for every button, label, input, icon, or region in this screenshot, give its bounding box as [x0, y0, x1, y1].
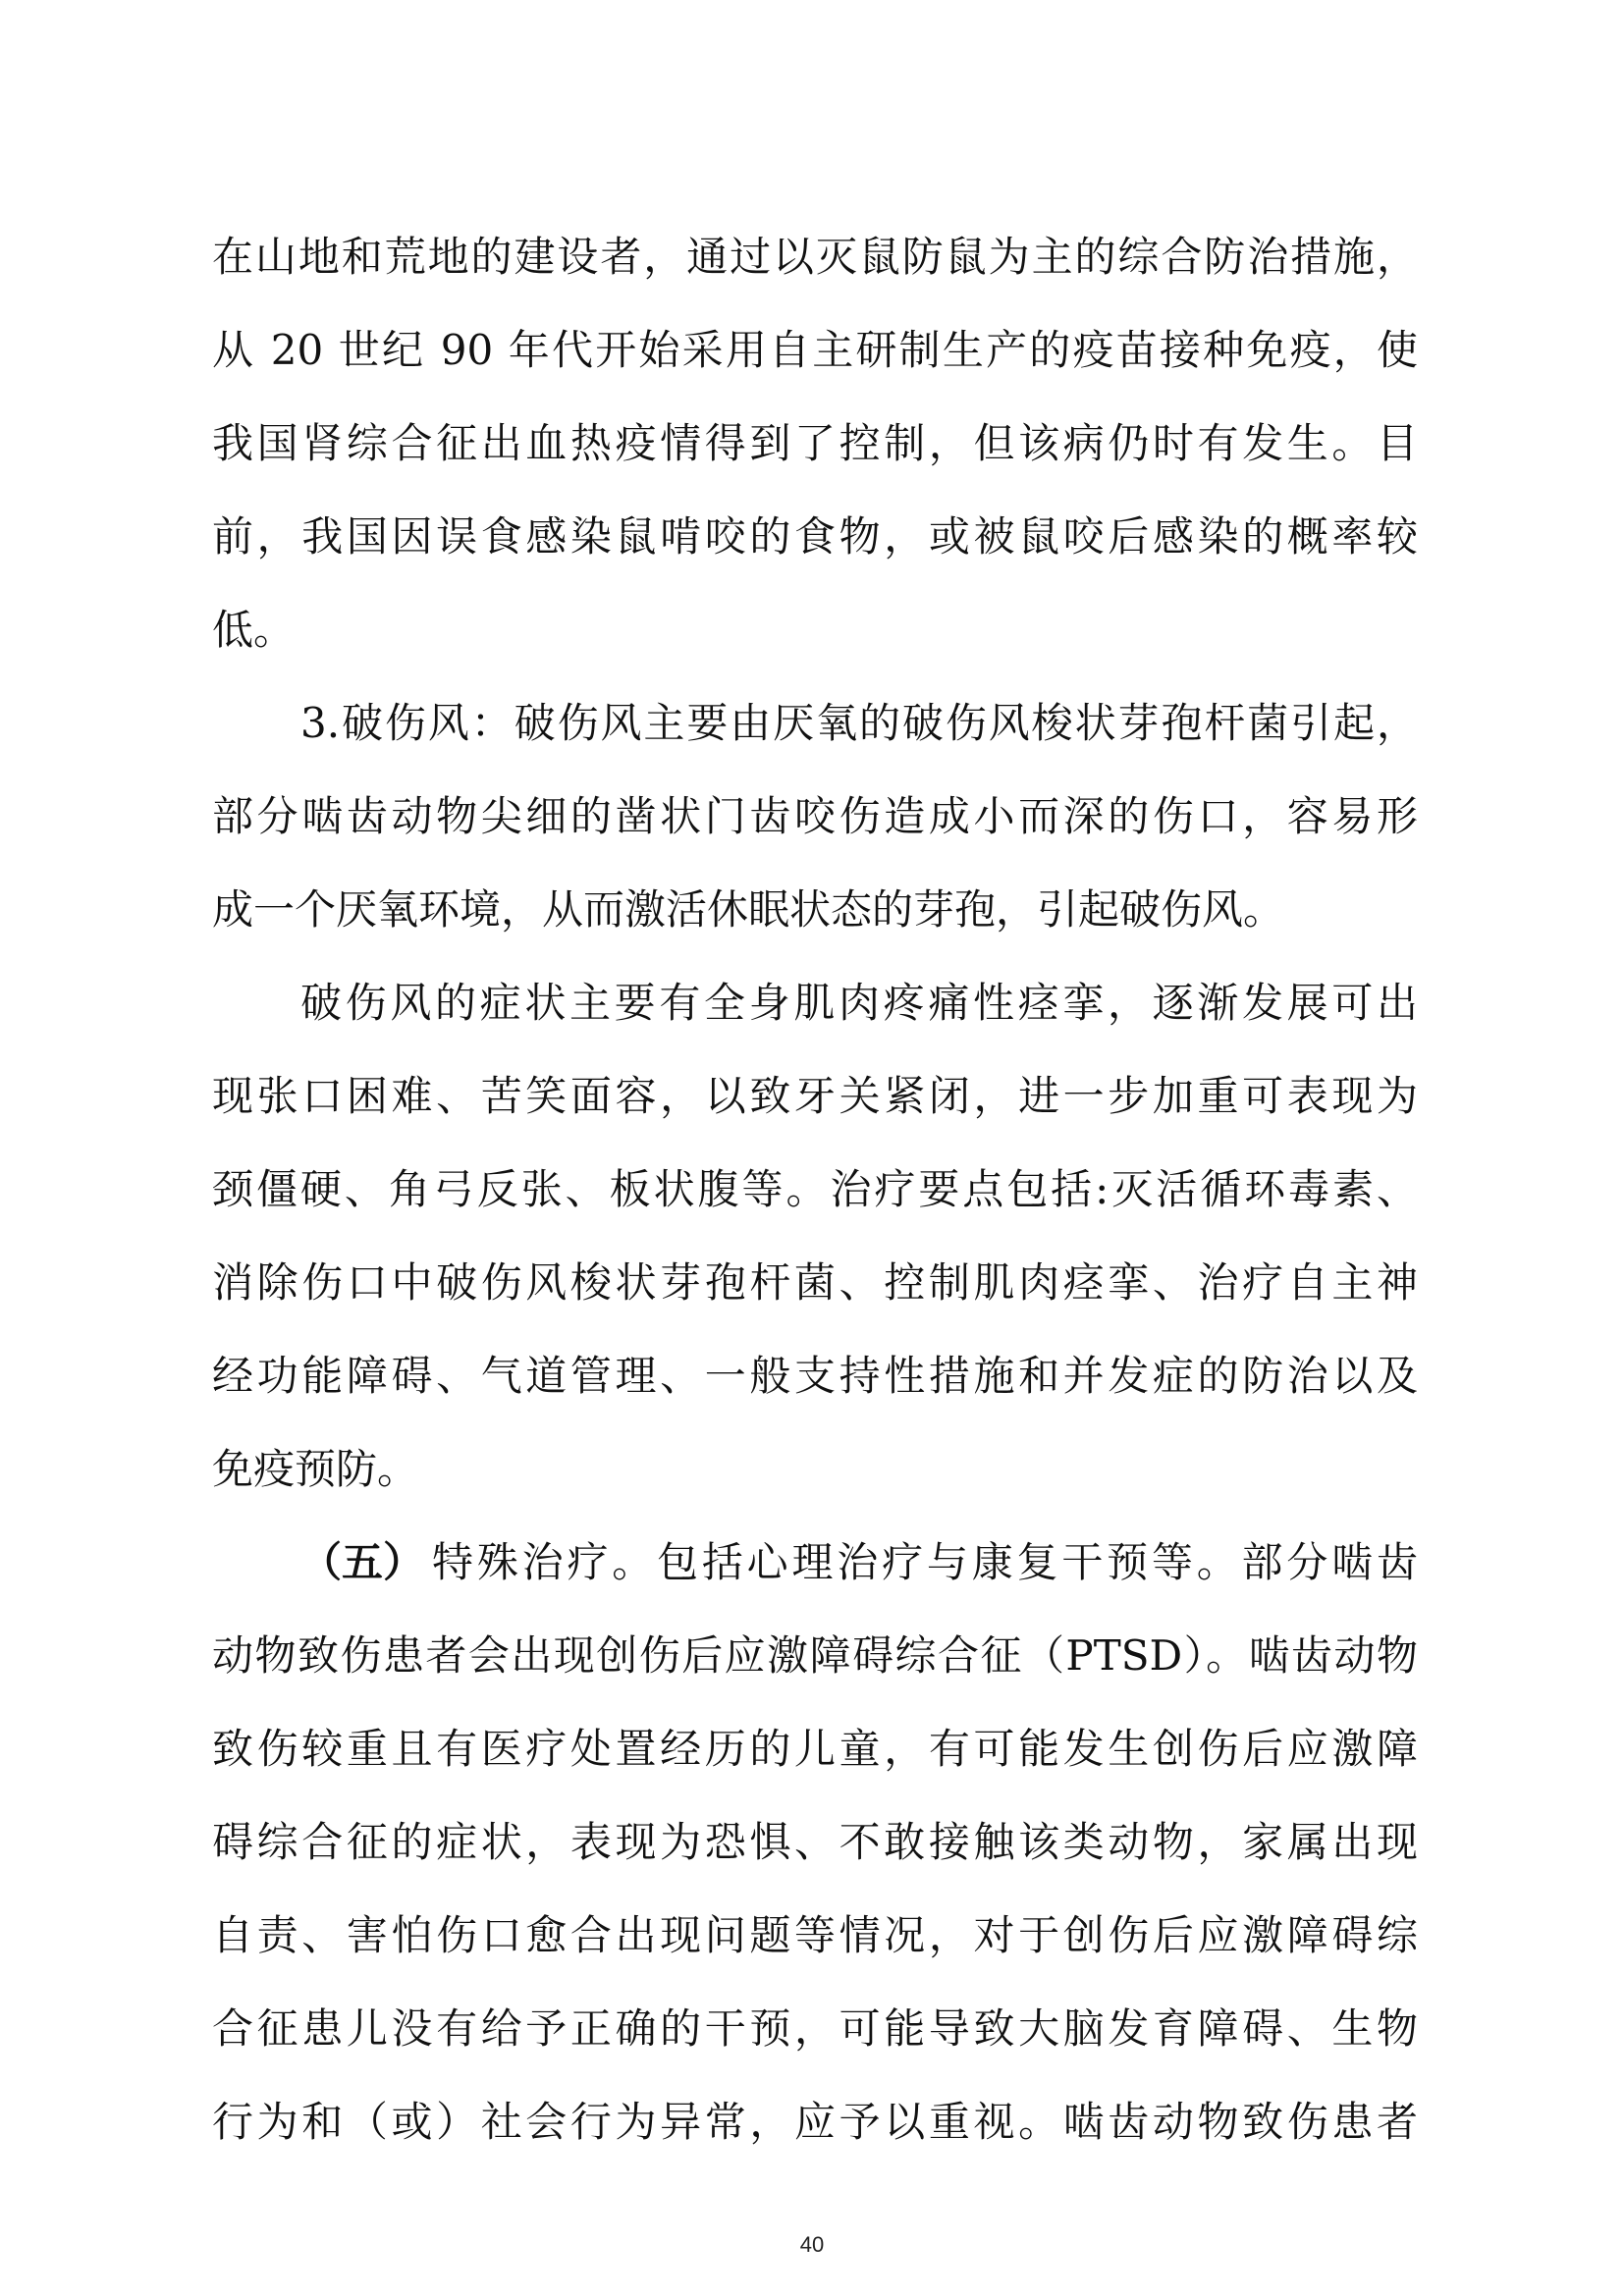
text-line: 合征患儿没有给予正确的干预，可能导致大脑发育障碍、生物 [212, 2004, 1418, 2053]
section-heading-line [300, 1533, 1418, 1592]
text-line: 致伤较重且有医疗处置经历的儿童，有可能发生创伤后应激障 [212, 1725, 1418, 1773]
text-line: 免疫预防。 [212, 1445, 419, 1493]
text-line: 现张口困难、苦笑面容，以致牙关紧闭，进一步加重可表现为 [212, 1072, 1418, 1120]
section-heading: （五） [300, 1538, 425, 1586]
text-line: 我国肾综合征出血热疫情得到了控制，但该病仍时有发生。目 [212, 419, 1418, 467]
text-line: 自责、害怕伤口愈合出现问题等情况，对于创伤后应激障碍综 [212, 1911, 1418, 1959]
text-line: 低。 [212, 606, 296, 654]
text-line: 经功能障碍、气道管理、一般支持性措施和并发症的防治以及 [212, 1352, 1418, 1400]
text-line: 成一个厌氧环境，从而激活休眠状态的芽孢，引起破伤风。 [212, 885, 1285, 934]
text-line: 消除伤口中破伤风梭状芽孢杆菌、控制肌肉痉挛、治疗自主神 [212, 1258, 1418, 1307]
text-line: 在山地和荒地的建设者，通过以灭鼠防鼠为主的综合防治措施， [212, 233, 1418, 281]
text-line: 从 20 世纪 90 年代开始采用自主研制生产的疫苗接种免疫，使 [212, 326, 1418, 374]
text-line: 特殊治疗。包括心理治疗与康复干预等。部分啮齿 [432, 1538, 1418, 1586]
page-number: 40 [799, 2232, 825, 2257]
text-line: 部分啮齿动物尖细的凿状门齿咬伤造成小而深的伤口，容易形 [212, 792, 1418, 840]
text-line: 颈僵硬、角弓反张、板状腹等。治疗要点包括:灭活循环毒素、 [212, 1165, 1418, 1213]
text-line: 行为和（或）社会行为异常，应予以重视。啮齿动物致伤患者 [212, 2098, 1418, 2146]
text-line: 破伤风的症状主要有全身肌肉疼痛性痉挛，逐渐发展可出 [300, 979, 1418, 1027]
text-line: 3.破伤风：破伤风主要由厌氧的破伤风梭状芽孢杆菌引起， [300, 699, 1418, 747]
text-line: 碍综合征的症状，表现为恐惧、不敢接触该类动物，家属出现 [212, 1818, 1418, 1866]
text-line: 动物致伤患者会出现创伤后应激障碍综合征（PTSD）。啮齿动物 [212, 1631, 1418, 1680]
text-line: 前，我国因误食感染鼠啃咬的食物，或被鼠咬后感染的概率较 [212, 512, 1418, 561]
